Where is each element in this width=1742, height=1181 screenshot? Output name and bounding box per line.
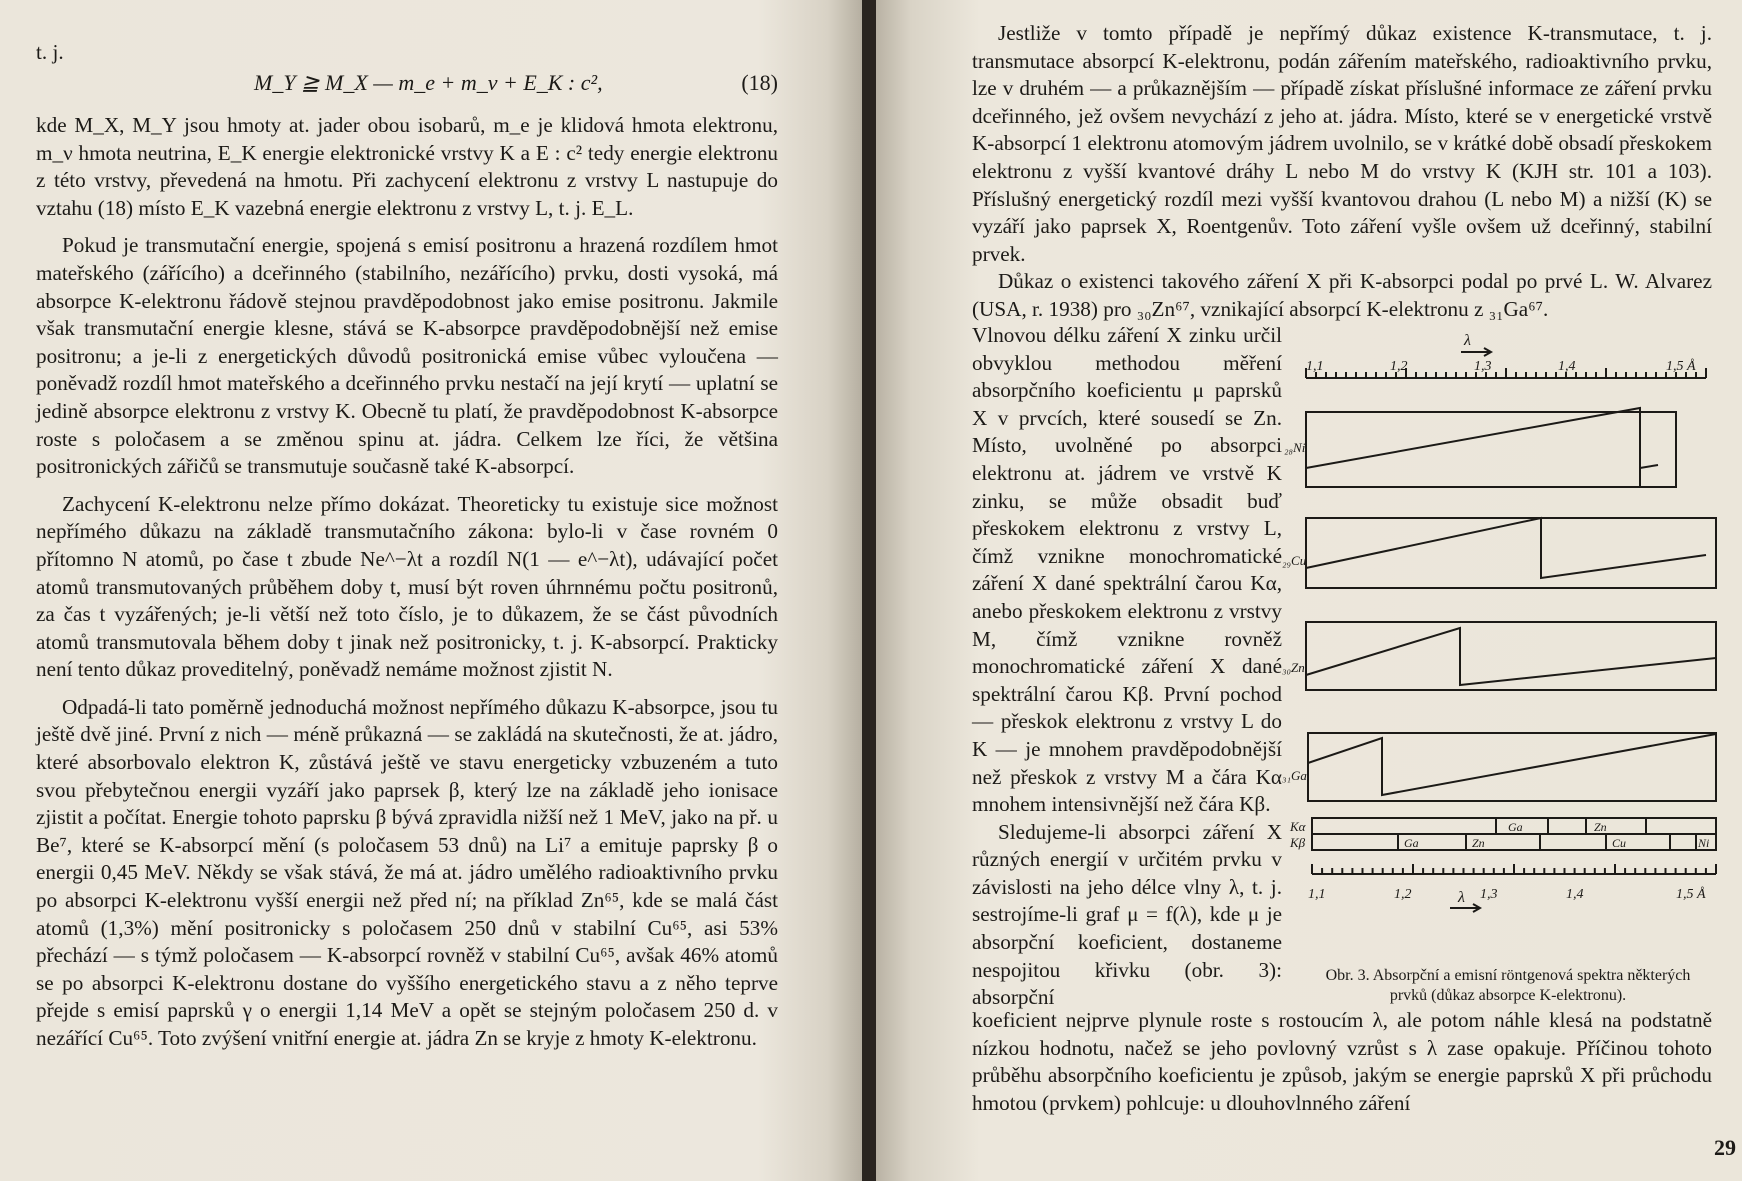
element-label-cu: ₂₉Cu <box>1282 553 1307 568</box>
k-beta-label: Kβ <box>1290 835 1306 850</box>
paragraph: Zachycení K-elektronu nelze přímo dokázat. Theoreticky tu existuje sice možnost nepřímého důkazu na základě transmutačního zákona: bylo-li v čase rovném 0 přítomno N atomů, po čase t zbude Ne^−λt a rozdíl N(1 — e^−λt), udávající počet atomů transmutovaných průběhem doby t, musí být roven úhrnnému počtu positronů, za čas t vyzářených; je-li větší než toto číslo, je to důkazem, že se část původních atomů transmutovala během doby t jinak než positronicky, t. j. K-absorpcí. Prakticky není tento důkaz proveditelný, poněvadž nemáme možnost zjistit N. <box>36 491 778 682</box>
k-beta-line-cu: Cu <box>1612 836 1627 850</box>
tick-label: 1,4 <box>1566 887 1584 902</box>
right-page <box>876 0 1742 1181</box>
element-label-ga: ₃₁Ga <box>1282 768 1307 783</box>
paragraph: kde M_X, M_Y jsou hmoty at. jader obou isobarů, m_e je klidová hmota elektronu, m_ν hmota neutrina, E_K energie elektronické vrstvy K a E : c² tedy energie elektronu z této vrstvy, převedená na hmotu. Při zachycení elektronu z vrstvy L nastupuje do vztahu (18) místo E_K vazebná energie elektronu z vrstvy L, t. j. E_L. <box>36 113 778 220</box>
ni-spectrum-box <box>1306 412 1676 487</box>
paragraph: koeficient nejprve plynule roste s rostoucím λ, ale potom náhle klesá na podstatně nízkou hodnotu, načež se jeho povlovný vzrůst s λ zase opakuje. Příčinou tohoto průběhu absorpčního koeficientu je způsob, jakým se energie paprsků X při průchodu hmotou (prvkem) pohlcuje: u dlouhovlnného záření <box>972 1008 1712 1115</box>
paragraph: Důkaz o existenci takového záření X při K-absorpci podal po prvé L. W. Alvarez (USA, r. 1938) pro ₃₀Zn⁶⁷, vznikající absorpcí K-elektronu z ₃₁Ga⁶⁷. <box>972 269 1712 321</box>
cu-absorption-curve <box>1306 518 1706 578</box>
paragraph: Pokud je transmutační energie, spojená s emisí positronu a hrazená rozdílem hmot mateřského (zářícího) a dceřinného (stabilního, nezářícího) prvku, dosti vysoká, má absorpce K-elektronu řádově stejnou pravděpodobnost jako emise positronu. Jakmile však transmutační energie klesne, stává se K-absorpce pravděpodobnější než emise positronu; a je-li z energetických důvodů positronická emise vůbec vyloučena — poněvadž rozdíl hmot mateřského a dceřinného prvku nestačí na její krytí — uplatní se jedině absorpce elektronu z vrstvy K. Obecně tu platí, že pravděpodobnost K-absorpce roste s poločasem a se změnou spinu at. jádra. Celkem lze říci, že většina positronických zářičů se transmutuje současně také K-absorpcí. <box>36 233 778 479</box>
left-page <box>0 0 862 1181</box>
ga-absorption-curve <box>1308 734 1716 795</box>
equation-formula: M_Y ≧ M_X — m_e + m_ν + E_K : c², <box>254 70 603 95</box>
figure-3 <box>1282 332 1726 960</box>
lambda-label-bottom: λ <box>1458 889 1465 906</box>
paragraph: Vlnovou délku záření X zinku určil obvyklou methodou měření absorpčního koeficientu μ paprsků X v prvcích, které sousedí se Zn. Místo, uvolněné po absorpci elektronu at. jádrem ve vrstvě K zinku, se může obsadit buď přeskokem elektronu z vrstvy L, čímž vznikne monochromatické záření X dané spektrální čarou Kα, anebo přeskokem elektronu z vrstvy M, čímž vznikne rovněž monochromatické záření X dané spektrální čarou Kβ. První pochod — přeskok elektronu z vrstvy L do K — je mnohem pravděpodobnější než přeskok z vrstvy M a čára Kα mnohem intensivnější než čára Kβ. <box>972 323 1282 817</box>
k-alpha-line-zn: Zn <box>1594 820 1607 834</box>
figure-caption: Obr. 3. Absorpční a emisní röntgenová spektra některých prvků (důkaz absorpce K-elektronu). <box>1325 967 1691 1004</box>
paragraph: Jestliže v tomto případě je nepřímý důkaz existence K-transmutace, t. j. transmutace absorpcí K-elektronu, podán zářením mateřského, radioaktivního prvku, lze v druhém — a průkaznějším — případě získat příslušné informace ze záření prvku dceřinného, jež ovšem nevychází z jeho at. jádra. Místo, které se v energetické vrstvě K-absorpcí 1 elektronu atomovým jádrem uvolnilo, se v krátké době obsadí přeskokem elektronu z vyšší kvantové dráhy L nebo M do vrstvy K (KJH str. 101 a 103). Příslušný energetický rozdíl mezi vyšší kvantovou drahou (L nebo M) a nižší (K) se vyzáří jako paprsek X, Roentgenův. Toto záření vyšle ovšem už dceřinný, stabilní prvek. <box>972 21 1712 266</box>
tick-label: 1,2 <box>1394 887 1412 902</box>
ni-absorption-curve <box>1306 408 1640 488</box>
k-beta-row <box>1312 834 1716 850</box>
cu-spectrum-box <box>1306 518 1716 588</box>
tick-label: 1,1 <box>1306 359 1324 374</box>
page-number: 29 <box>1714 1135 1736 1160</box>
element-label-zn: ₃₀Zn <box>1282 660 1305 675</box>
right-top-text <box>972 20 1712 324</box>
right-bottom-text <box>972 1007 1712 1117</box>
lead-text: t. j. <box>36 40 64 64</box>
tick-label: 1,3 <box>1480 887 1498 902</box>
equation-18 <box>36 70 778 100</box>
right-wrap-text <box>972 322 1282 1012</box>
tick-label: 1,5 Å <box>1676 887 1706 902</box>
absorption-spectra-diagram <box>1282 332 1726 960</box>
tick-label: 1,3 <box>1474 359 1492 374</box>
equation-number: (18) <box>741 70 778 95</box>
left-body-text <box>36 112 778 1053</box>
ni-absorption-tail <box>1640 465 1658 468</box>
k-beta-line-ni: Ni <box>1698 836 1710 850</box>
tick-label: 1,2 <box>1390 359 1408 374</box>
zn-absorption-curve <box>1306 628 1716 685</box>
element-label-ni: ₂₈Ni <box>1284 440 1306 455</box>
paragraph: Odpadá-li tato poměrně jednoduchá možnost nepřímého důkazu K-absorpce, jsou tu ještě dvě jiné. První z nich — méně průkazná — se zakládá na skutečnosti, že at. jádro, které absorbovalo elektron K, zůstává ještě ve stavu energeticky vzbuzeném a tuto svou přebytečnou energii vyzáří jako paprsek β, který lze na základě jeho ionisace zjistit a počítat. Energie tohoto paprsku β bývá zpravidla nižší než 1 MeV, jako na př. u Be⁷, které se K-absorpcí mění (s poločasem 53 dnů) na Li⁷ a emituje paprsky β o energii 0,45 MeV. Někdy se však stává, že má at. jádro umělého radioaktivního prvku po absorpci K-elektronu vyšší energii než před ní; na příklad Zn⁶⁵, kde se malá část atomů (1,3%) mění positronicky s poločasem 250 dnů v stabilní Cu⁶⁵, asi 53% přechází — s týmž poločasem — K-absorpcí rovněž v stabilní Cu⁶⁵, avšak 46% atomů se po absorpci K-elektronu dostane do vyššího energetického stavu a z něho teprve přejde s emisí paprsků γ o energii 1,14 MeV a opět se stejným poločasem 250 d. v nezářící Cu⁶⁵. Toto zvýšení vnitřní energie at. jádra Zn se kryje z hmoty K-elektronu. <box>36 694 778 1050</box>
lambda-label: λ <box>1464 332 1471 349</box>
tick-label: 1,1 <box>1308 887 1326 902</box>
tick-label: 1,5 Å <box>1666 359 1696 374</box>
k-alpha-line-ga: Ga <box>1508 820 1523 834</box>
k-alpha-label: Kα <box>1290 819 1306 834</box>
book-gutter <box>862 0 876 1181</box>
k-beta-line-ga: Ga <box>1404 836 1419 850</box>
k-beta-line-zn: Zn <box>1472 836 1485 850</box>
tick-label: 1,4 <box>1558 359 1576 374</box>
paragraph: Sledujeme-li absorpci záření X různých energií v určitém prvku v závislosti na jeho délce vlny λ, t. j. sestrojíme-li graf μ = f(λ), kde μ je absorpční koeficient, dostaneme nespojitou křivku (obr. 3): absorpční <box>972 819 1282 1010</box>
